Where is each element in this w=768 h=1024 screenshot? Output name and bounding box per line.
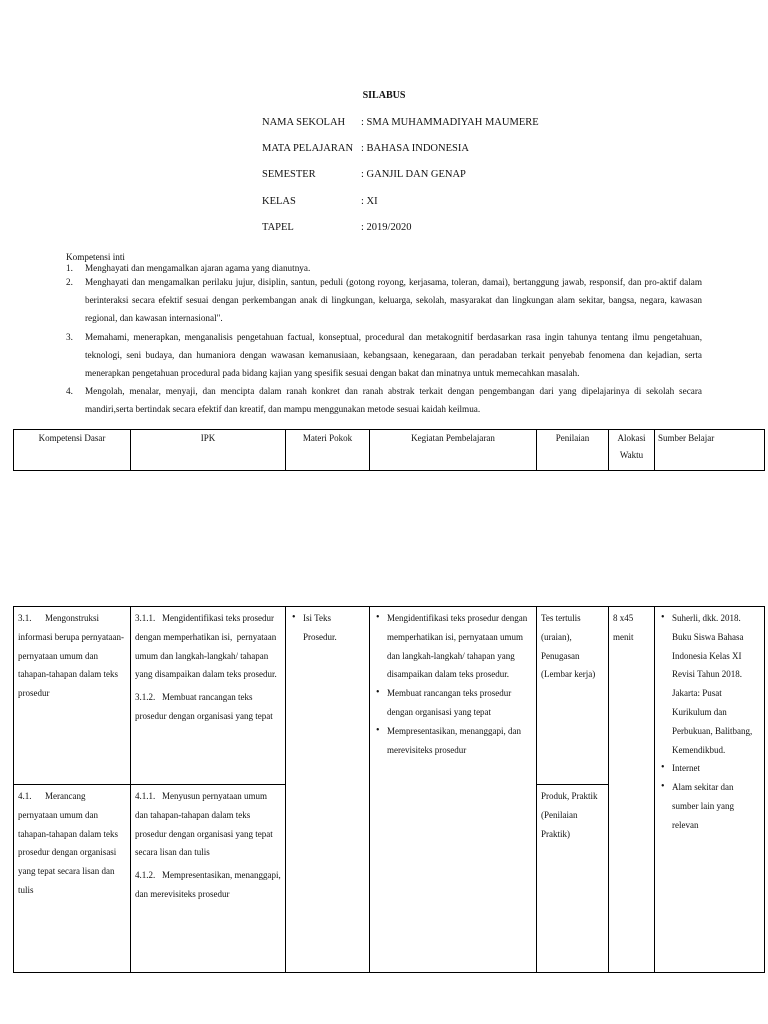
sumber-item: • Suherli, dkk. 2018. Buku Siswa Bahasa Indonesia Kelas XI Revisi Tahun 2018. Jakarta: Pusat Kurikulum dan Perbukuan, Balitbang, Kemendikbud. xyxy=(659,609,760,759)
ipk-item: 3.1.2. Membuat rancangan teks prosedur dengan organisasi yang tepat xyxy=(135,692,273,721)
penilaian-cell xyxy=(537,785,609,973)
item-text: Mengolah, menalar, menyaji, dan mencipta dalam ranah konkret dan ranah abstrak terkait dengan pengembangan dari yang dipelajarinya di sekolah secara mandiri,serta bertindak secara efektif dan kreatif, dan mampu menggunakan metode sesuai kaidah keilmua. xyxy=(85,386,702,415)
header-row xyxy=(14,430,765,471)
sumber-item: • Internet xyxy=(659,759,760,778)
item-number: 3. xyxy=(66,331,73,342)
header-alokasi-waktu: Alokasi Waktu xyxy=(609,430,655,471)
syllabus-header-table xyxy=(13,429,765,471)
penilaian-cell xyxy=(537,607,609,785)
kd-cell xyxy=(14,607,131,785)
kompetensi-inti-heading: Kompetensi inti xyxy=(66,252,125,262)
kompetensi-inti-item xyxy=(66,328,702,383)
header-materi-pokok: Materi Pokok xyxy=(286,430,370,471)
kegiatan-item: • Mengidentifikasi teks prosedur dengan memperhatikan isi, pernyataan umum dan langkah-langkah/ tahapan yang disampaikan dalam teks prosedur. xyxy=(374,609,532,684)
header-penilaian: Penilaian xyxy=(537,430,609,471)
identity-value: : 2019/2020 xyxy=(361,222,412,233)
item-text: Menghayati dan mengamalkan ajaran agama yang dianutnya. xyxy=(85,263,311,273)
kompetensi-inti-item xyxy=(66,273,702,328)
header-kompetensi-dasar: Kompetensi Dasar xyxy=(14,430,131,471)
kompetensi-inti xyxy=(66,251,702,419)
materi-item: • Isi Teks Prosedur. xyxy=(290,609,365,647)
ipk-item: 4.1.1. Menyusun pernyataan umum dan tahapan-tahapan dalam teks prosedur dengan organisasi yang tepat secara lisan dan tulis xyxy=(135,791,273,858)
identity-value: : GANJIL DAN GENAP xyxy=(361,169,466,180)
penilaian-3: Tes tertulis (uraian), Penugasan (Lembar kerja) xyxy=(541,613,596,680)
syllabus-body-table xyxy=(13,606,765,973)
identity-label: TAPEL xyxy=(262,222,294,233)
table-row xyxy=(14,607,765,785)
penilaian-4: Produk, Praktik (Penilaian Praktik) xyxy=(541,791,598,839)
identity-label: MATA PELAJARAN xyxy=(262,143,354,154)
header-kegiatan-pembelajaran: Kegiatan Pembelajaran xyxy=(370,430,537,471)
kegiatan-cell xyxy=(370,607,537,973)
ipk-cell xyxy=(131,607,286,785)
kompetensi-dasar-3: 3.1. Mengonstruksi informasi berupa pernyataan-pernyataan umum dan tahapan-tahapan dalam teks prosedur xyxy=(18,613,124,699)
document-title: SILABUS xyxy=(362,90,406,101)
identity-label: NAMA SEKOLAH xyxy=(262,117,346,128)
item-number: 2. xyxy=(66,277,73,287)
kd-cell xyxy=(14,785,131,973)
alokasi-waktu: 8 x45 menit xyxy=(613,613,634,642)
header-sumber-belajar: Sumber Belajar xyxy=(655,430,765,471)
kompetensi-inti-item xyxy=(66,382,702,418)
ipk-item: 4.1.2. Mempresentasikan, menanggapi, dan merevisiteks prosedur xyxy=(135,870,281,899)
identity-label: SEMESTER xyxy=(262,169,316,180)
item-number: 4. xyxy=(66,386,73,397)
ipk-cell xyxy=(131,785,286,973)
header-ipk: IPK xyxy=(131,430,286,471)
kompetensi-dasar-4: 4.1. Merancang pernyataan umum dan tahapan-tahapan dalam teks prosedur dengan organisasi yang tepat secara lisan dan tulis xyxy=(18,791,118,895)
sumber-item: • Alam sekitar dan sumber lain yang relevan xyxy=(659,778,760,834)
materi-cell xyxy=(286,607,370,973)
kegiatan-item: • Membuat rancangan teks prosedur dengan organisasi yang tepat xyxy=(374,684,532,722)
kegiatan-item: • Mempresentasikan, menanggapi, dan merevisiteks prosedur xyxy=(374,722,532,760)
ipk-item: 3.1.1. Mengidentifikasi teks prosedur dengan memperhatikan isi, pernyataan umum dan langkah-langkah/ tahapan yang disampaikan dalam teks prosedur. xyxy=(135,613,277,680)
identity-value: : SMA MUHAMMADIYAH MAUMERE xyxy=(361,117,539,128)
identity-value: : BAHASA INDONESIA xyxy=(361,143,469,154)
item-number: 1. xyxy=(66,263,73,273)
kompetensi-inti-list xyxy=(66,263,702,419)
sumber-cell xyxy=(655,607,765,973)
identity-label: KELAS xyxy=(262,196,296,207)
identity-value: : XI xyxy=(361,196,378,207)
item-text: Memahami, menerapkan, menganalisis pengetahuan factual, konseptual, procedural dan metakognitif berdasarkan rasa ingin tahunya tentang ilmu pengetahuan, teknologi, seni budaya, dan humaniora dengan wawasan kemanusiaan, kebangsaan, kenegaraan, dan peradaban terkait penyebab fenomena dan kejadian, serta menerapkan pengetahuan procedural pada bidang kajian yang spesifik sesuai dengan bakat dan minatnya untuk memecahkan masalah. xyxy=(85,331,702,379)
kompetensi-inti-item xyxy=(66,263,702,273)
item-text: Menghayati dan mengamalkan perilaku jujur, disiplin, santun, peduli (gotong royong, kerjasama, toleran, damai), bertanggung jawab, responsif, dan pro-aktif dalam berinteraksi secara efektif sesuai dengan perkembangan anak di lingkungan, keluarga, sekolah, masyarakat dan lingkungan alam sekitar, bangsa, negara, kawasan regional, dan kawasan internasional". xyxy=(85,277,702,324)
alokasi-cell xyxy=(609,607,655,973)
